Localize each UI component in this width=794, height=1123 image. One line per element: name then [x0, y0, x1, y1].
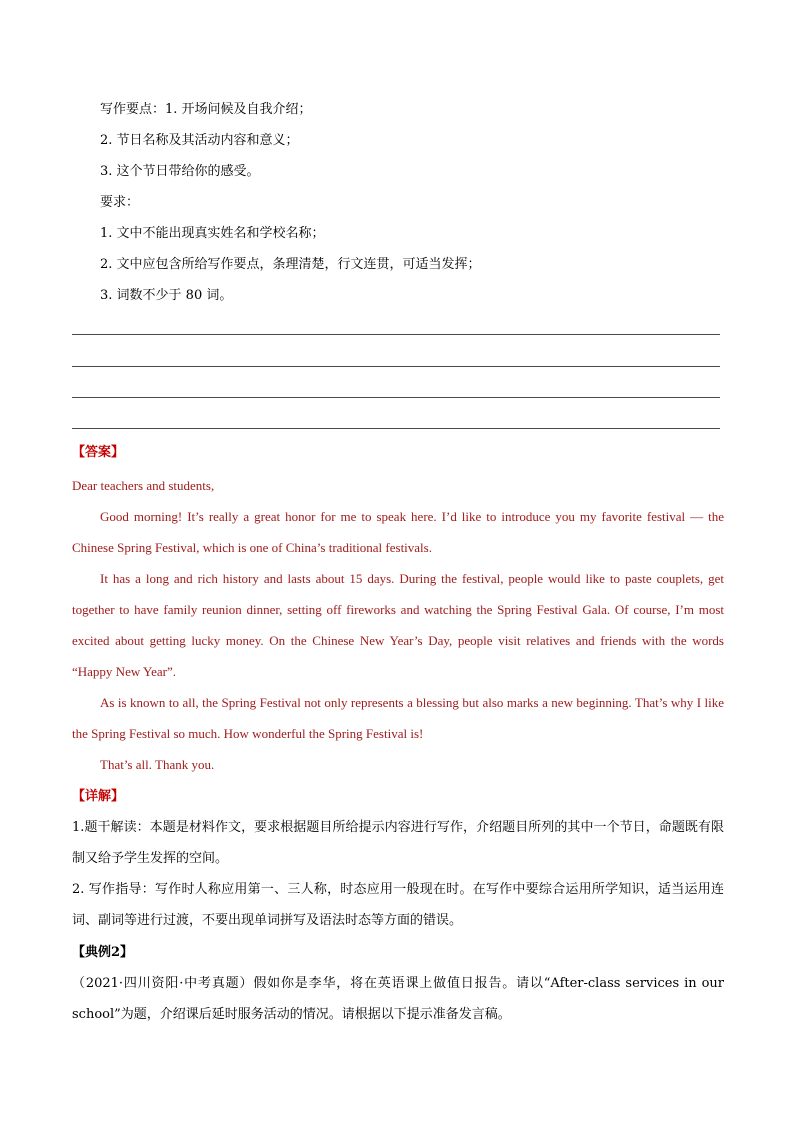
writing-line-3 — [72, 397, 720, 398]
requirement-2: 2. 文中应包含所给写作要点，条理清楚，行文连贯，可适当发挥； — [100, 257, 481, 272]
example-2-text: （2021·四川资阳·中考真题）假如你是李华，将在英语课上做值日报告。请以“After-class services in our school”为题，介绍课后延时服务活动的情况。请根据以下提示准备发言稿。 — [72, 976, 724, 1022]
writing-line-1 — [72, 334, 720, 335]
explanation-label: 【详解】 — [72, 789, 125, 804]
answer-paragraph-1: Good morning! It’s really a great honor for me to speak here. I’d like to introduce you my favorite festival — the Chinese Spring Festival, which is one of China’s traditional festivals. — [72, 509, 724, 555]
writing-points-3: 3. 这个节日带给你的感受。 — [100, 164, 260, 179]
answer-label: 【答案】 — [72, 445, 125, 460]
answer-paragraph-2: It has a long and rich history and lasts about 15 days. During the festival, people would like to paste couplets, get together to have family reunion dinner, setting off fireworks and watching the Spring Festival Gala. Of course, I’m most excited about getting lucky money. On the Chinese New Year’s Day, people visit relatives and friends with the words “Happy New Year”. — [72, 571, 724, 679]
example-2-label: 【典例2】 — [72, 945, 134, 960]
writing-line-4 — [72, 428, 720, 429]
answer-closing: That’s all. Thank you. — [100, 757, 215, 772]
explanation-paragraph-2: 2. 写作指导：写作时人称应用第一、三人称，时态应用一般现在时。在写作中要综合运用所学知识，适当运用连词、副词等进行过渡，不要出现单词拼写及语法时态等方面的错误。 — [72, 882, 724, 928]
requirements-heading: 要求： — [100, 195, 140, 210]
writing-points-1: 写作要点：1. 开场问候及自我介绍； — [100, 102, 312, 117]
explanation-paragraph-1: 1.题干解读：本题是材料作文，要求根据题目所给提示内容进行写作，介绍题目所列的其中一个节日，命题既有限制又给予学生发挥的空间。 — [72, 820, 724, 866]
requirement-1: 1. 文中不能出现真实姓名和学校名称； — [100, 226, 325, 241]
answer-paragraph-3: As is known to all, the Spring Festival not only represents a blessing but also marks a new beginning. That’s why I like the Spring Festival so much. How wonderful the Spring Festival is! — [72, 695, 724, 741]
writing-points-2: 2. 节日名称及其活动内容和意义； — [100, 133, 299, 148]
answer-greeting: Dear teachers and students, — [72, 478, 215, 493]
requirement-3: 3. 词数不少于 80 词。 — [100, 288, 233, 303]
writing-line-2 — [72, 366, 720, 367]
